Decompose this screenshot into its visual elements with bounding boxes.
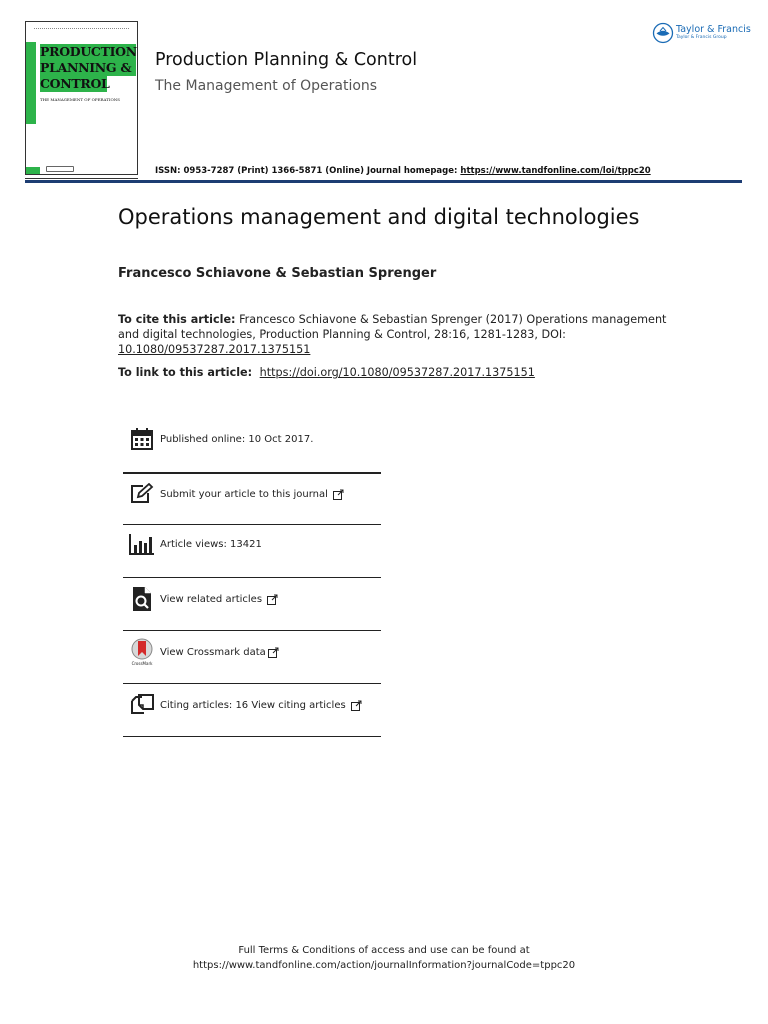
cite-text: Francesco Schiavone & Sebastian Sprenger (2017) Operations management and digital technologies, Production Planning & Control, 28:16, 1281-1283, DOI: (118, 313, 667, 341)
article-link-block (118, 366, 535, 379)
cover-header-line (34, 28, 129, 31)
info-divider (123, 472, 381, 474)
edit-icon (127, 481, 157, 507)
citing-icon (127, 692, 157, 718)
publisher-name: Taylor & Francis (676, 24, 751, 35)
article-title: Operations management and digital technologies (118, 205, 640, 229)
journal-title: Production Planning & Control (155, 50, 418, 70)
crossmark-link[interactable]: View Crossmark data (160, 646, 266, 658)
article-authors: Francesco Schiavone & Sebastian Sprenger (118, 266, 437, 281)
related-articles-link[interactable]: View related articles (160, 593, 263, 605)
cover-subtitle: THE MANAGEMENT OF OPERATIONS (40, 97, 120, 102)
external-link-icon (333, 489, 344, 500)
article-doi-url-link[interactable]: https://doi.org/10.1080/09537287.2017.1375151 (259, 366, 535, 379)
info-divider (123, 577, 381, 578)
crossmark-icon (127, 639, 157, 665)
article-views-row (123, 531, 381, 557)
journal-cover-image (25, 21, 138, 175)
cover-title-line: PLANNING & (40, 60, 136, 76)
cover-publisher-logo (46, 166, 74, 172)
related-articles-row[interactable] (123, 586, 381, 612)
taylor-francis-icon (652, 22, 674, 44)
citing-articles-row[interactable] (123, 692, 381, 718)
doi-link[interactable]: 10.1080/09537287.2017.1375151 (118, 343, 311, 356)
footer-terms-text: Full Terms & Conditions of access and use can be found at (238, 945, 530, 956)
submit-article-link[interactable]: Submit your article to this journal (160, 488, 328, 500)
footer (0, 943, 768, 973)
cover-title-line: CONTROL (40, 76, 136, 92)
svg-text:CrossMark: CrossMark (131, 661, 153, 666)
external-link-icon (267, 594, 278, 605)
issn-text: ISSN: 0953-7287 (Print) 1366-5871 (Online) Journal homepage: (155, 166, 458, 176)
publisher-group: Taylor & Francis Group (676, 35, 727, 40)
search-document-icon (127, 586, 157, 612)
submit-article-row[interactable] (123, 481, 381, 507)
info-divider (123, 524, 381, 525)
external-link-icon (268, 647, 279, 658)
published-online-text: Published online: 10 Oct 2017. (160, 433, 314, 445)
publisher-logo (652, 22, 751, 44)
cover-accent-bar (26, 42, 36, 124)
info-divider (123, 683, 381, 684)
article-views-text: Article views: 13421 (160, 538, 262, 550)
header-divider (25, 180, 742, 183)
bar-chart-icon (127, 531, 157, 557)
crossmark-row[interactable] (123, 639, 381, 665)
citation-block (118, 312, 678, 357)
issn-line (155, 166, 651, 176)
cover-footer-bar (26, 167, 40, 174)
journal-homepage-link[interactable]: https://www.tandfonline.com/loi/tppc20 (460, 166, 651, 176)
info-divider (123, 630, 381, 631)
cover-bottom-line (25, 178, 138, 179)
cover-title (40, 44, 136, 92)
info-divider (123, 736, 381, 737)
footer-terms-link[interactable]: https://www.tandfonline.com/action/journalInformation?journalCode=tppc20 (192, 960, 576, 971)
journal-subtitle: The Management of Operations (155, 78, 378, 94)
link-label: To link to this article: (118, 366, 253, 379)
external-link-icon (351, 700, 362, 711)
cite-label: To cite this article: (118, 313, 236, 326)
calendar-icon (127, 426, 157, 452)
citing-articles-link[interactable]: Citing articles: 16 View citing articles (160, 699, 346, 711)
published-online-row (123, 426, 381, 452)
cover-title-line: PRODUCTION (40, 44, 137, 59)
